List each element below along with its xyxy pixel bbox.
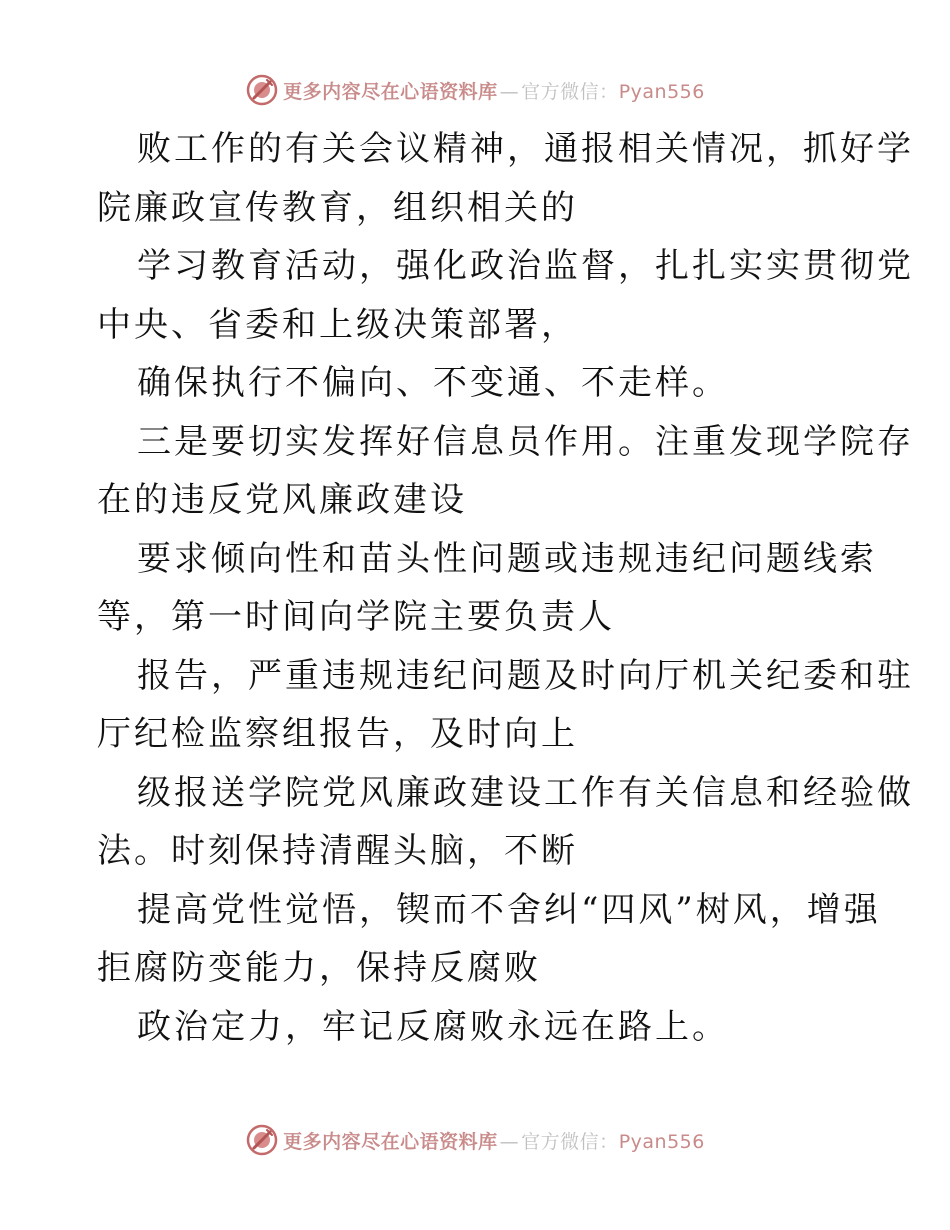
- body-line: 拒腐防变能力，保持反腐败: [97, 948, 541, 988]
- body-line: 确保执行不偏向、不变通、不走样。: [137, 363, 729, 403]
- body-line: 要求倾向性和苗头性问题或违规违纪问题线索: [137, 538, 877, 579]
- seal-logo-icon: [245, 73, 279, 107]
- body-line: 败工作的有关会议精神，通报相关情况，抓好学: [137, 129, 914, 169]
- footer-separator: —: [499, 1130, 520, 1153]
- footer-handle: Pyan556: [618, 1130, 705, 1153]
- body-line: 政治定力，牢记反腐败永远在路上。: [137, 1006, 729, 1047]
- document-body: [97, 120, 914, 1056]
- body-line: 等，第一时间向学院主要负责人: [97, 597, 615, 637]
- footer-banner-text: [283, 1127, 705, 1154]
- header-separator: —: [499, 80, 520, 103]
- body-line: 法。时刻保持清醒头脑，不断: [97, 831, 578, 871]
- seal-logo-icon: [245, 1123, 279, 1157]
- header-banner: [0, 70, 950, 110]
- body-line: 三是要切实发挥好信息员作用。注重发现学院存: [137, 421, 914, 462]
- body-line: 学习教育活动，强化政治监督，扎扎实实贯彻党: [137, 246, 914, 286]
- body-line: 级报送学院党风廉政建设工作有关信息和经验做: [137, 772, 914, 813]
- footer-contact-label: 官方微信：: [521, 1130, 619, 1153]
- header-contact-label: 官方微信：: [521, 80, 619, 103]
- footer-banner: [0, 1120, 950, 1160]
- body-line: 厅纪检监察组报告，及时向上: [97, 714, 578, 754]
- header-handle: Pyan556: [618, 80, 705, 103]
- body-line: 提高党性觉悟，锲而不舍纠“四风”树风，增强: [137, 889, 881, 930]
- header-banner-text: [283, 77, 705, 104]
- header-brand: 更多内容尽在心语资料库: [283, 80, 498, 103]
- body-line: 报告，严重违规违纪问题及时向厅机关纪委和驻: [137, 655, 914, 696]
- body-line: 中央、省委和上级决策部署，: [97, 304, 578, 345]
- footer-brand: 更多内容尽在心语资料库: [283, 1130, 498, 1153]
- body-line: 院廉政宣传教育，组织相关的: [97, 187, 578, 228]
- body-line: 在的违反党风廉政建设: [97, 480, 467, 520]
